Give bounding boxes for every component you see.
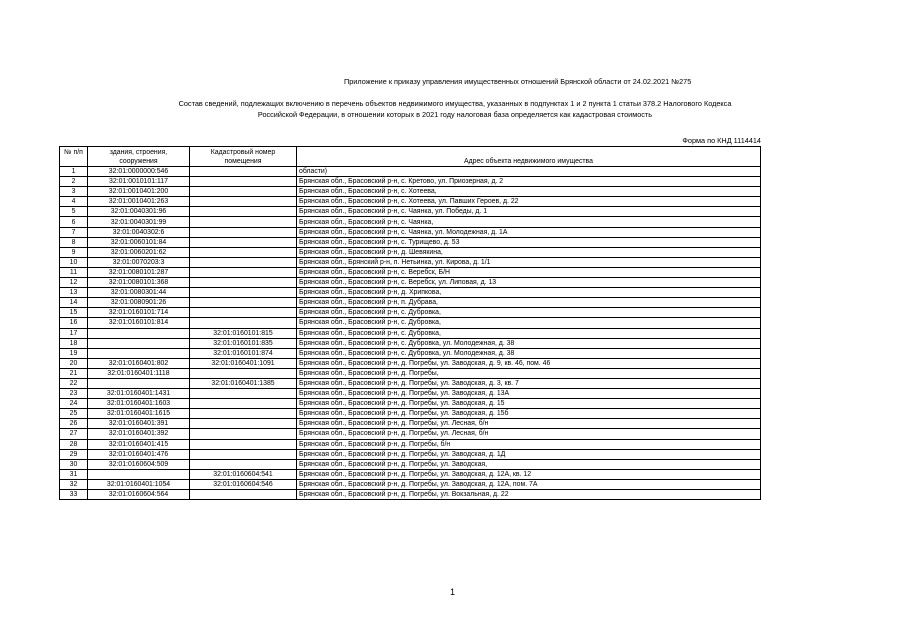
cadastral-number: 32:01:0040301:96 (88, 207, 190, 217)
table-row (60, 409, 761, 419)
address: Брянская обл., Брасовский р-н, д. Погребы, ул. Лесная, б/н (297, 419, 761, 429)
row-number: 26 (60, 419, 88, 429)
premises-number (190, 439, 297, 449)
table-row (60, 389, 761, 399)
premises-number (190, 308, 297, 318)
premises-number (190, 247, 297, 257)
row-number: 14 (60, 298, 88, 308)
document-title (70, 99, 840, 120)
cadastral-number: 32:01:0160604:564 (88, 490, 190, 500)
premises-number (190, 197, 297, 207)
table-row (60, 490, 761, 500)
address: Брянская обл., Брасовский р-н, д. Погребы, ул. Заводская, д. 15 (297, 399, 761, 409)
premises-number (190, 217, 297, 227)
address: Брянская обл., Брасовский р-н, д. Хрипкова, (297, 288, 761, 298)
table-row (60, 177, 761, 187)
address: Брянская обл., Брасовский р-н, с. Чаянка, (297, 217, 761, 227)
address: Брянская обл., Брасовский р-н, с. Турищево, д. 53 (297, 237, 761, 247)
row-number: 8 (60, 237, 88, 247)
premises-number (190, 419, 297, 429)
cadastral-number: 32:01:0080101:287 (88, 267, 190, 277)
address: Брянская обл., Брасовский р-н, п. Дубрава, (297, 298, 761, 308)
row-number: 5 (60, 207, 88, 217)
row-number: 27 (60, 429, 88, 439)
cadastral-number: 32:01:0000000:546 (88, 167, 190, 177)
cadastral-number: 32:01:0160401:1054 (88, 479, 190, 489)
table-row (60, 328, 761, 338)
row-number: 3 (60, 187, 88, 197)
address: Брянская обл., Брасовский р-н, д. Шевякина, (297, 247, 761, 257)
table-row (60, 267, 761, 277)
address: Брянская обл., Брасовский р-н, д. Погребы, ул. Лесная, б/н (297, 429, 761, 439)
cadastral-number (88, 348, 190, 358)
table-row (60, 217, 761, 227)
address: Брянская обл., Брасовский р-н, с. Веребск, ул. Липовая, д. 13 (297, 278, 761, 288)
row-number: 21 (60, 368, 88, 378)
cadastral-number: 32:01:0080901:26 (88, 298, 190, 308)
row-number: 2 (60, 177, 88, 187)
premises-number (190, 227, 297, 237)
address: Брянская обл., Брасовский р-н, д. Погребы, ул. Заводская, д. 12А, кв. 12 (297, 469, 761, 479)
row-number: 11 (60, 267, 88, 277)
table-row (60, 348, 761, 358)
table-row (60, 197, 761, 207)
row-number: 29 (60, 449, 88, 459)
premises-number (190, 318, 297, 328)
header-cadastral: здания, строения, сооружения (88, 147, 190, 167)
row-number: 10 (60, 257, 88, 267)
appendix-line: Приложение к приказу управления имущественных отношений Брянской области от 24.02.2021 №275 (344, 77, 692, 86)
address: Брянская обл., Брасовский р-н, д. Погребы, б/н (297, 439, 761, 449)
table-row (60, 288, 761, 298)
table-row (60, 167, 761, 177)
premises-number (190, 278, 297, 288)
cadastral-number: 32:01:0160401:1603 (88, 399, 190, 409)
cadastral-number: 32:01:0010401:200 (88, 187, 190, 197)
row-number: 7 (60, 227, 88, 237)
premises-number (190, 298, 297, 308)
table-row (60, 459, 761, 469)
premises-number (190, 389, 297, 399)
row-number: 33 (60, 490, 88, 500)
address: Брянская обл., Брасовский р-н, с. Чаянка, ул. Победы, д. 1 (297, 207, 761, 217)
row-number: 13 (60, 288, 88, 298)
row-number: 23 (60, 389, 88, 399)
row-number: 28 (60, 439, 88, 449)
address: Брянская обл., Брасовский р-н, д. Погребы, ул. Заводская, д. 12А, пом. 7А (297, 479, 761, 489)
address: Брянская обл., Брасовский р-н, с. Дубровка, (297, 318, 761, 328)
premises-number (190, 267, 297, 277)
address: Брянская обл., Брасовский р-н, с. Дубровка, ул. Молодежная, д. 38 (297, 348, 761, 358)
address: Брянская обл., Брасовский р-н, д. Погребы, (297, 368, 761, 378)
row-number: 31 (60, 469, 88, 479)
cadastral-number: 32:01:0060101:84 (88, 237, 190, 247)
title-line-1: Состав сведений, подлежащих включению в перечень объектов недвижимого имущества, указанных в подпунктах 1 и 2 пункта 1 статьи 378.2 Налогового Кодекса (178, 99, 732, 108)
premises-number (190, 207, 297, 217)
row-number: 19 (60, 348, 88, 358)
row-number: 12 (60, 278, 88, 288)
row-number: 22 (60, 378, 88, 388)
address: Брянская обл., Брасовский р-н, д. Погребы, ул. Заводская, д. 3, кв. 7 (297, 378, 761, 388)
cadastral-number (88, 328, 190, 338)
cadastral-number (88, 469, 190, 479)
premises-number (190, 257, 297, 267)
table-row (60, 237, 761, 247)
cadastral-number: 32:01:0160401:415 (88, 439, 190, 449)
table-row (60, 338, 761, 348)
address: Брянская обл., Брасовский р-н, д. Погребы, ул. Заводская, д. 15б (297, 409, 761, 419)
premises-number (190, 429, 297, 439)
address: Брянская обл., Брасовский р-н, с. Хотеева, (297, 187, 761, 197)
title-line-2: Российской Федерации, в отношении которых в 2021 году налоговая база определяется как кадастровая стоимость (257, 109, 653, 119)
address: Брянская обл., Брасовский р-н, д. Погребы, ул. Заводская, д. 1Д (297, 449, 761, 459)
address: Брянская обл., Брасовский р-н, с. Дубровка, (297, 328, 761, 338)
table-row (60, 298, 761, 308)
page-number: 1 (449, 587, 455, 597)
row-number: 9 (60, 247, 88, 257)
table-row (60, 227, 761, 237)
row-number: 24 (60, 399, 88, 409)
cadastral-number: 32:01:0080301:44 (88, 288, 190, 298)
table-header-row (60, 147, 761, 167)
table-row (60, 187, 761, 197)
cadastral-number: 32:01:0160401:1431 (88, 389, 190, 399)
address: Брянская обл., Брасовский р-н, д. Погребы, ул. Заводская, д. 13А (297, 389, 761, 399)
address: Брянская обл., Брасовский р-н, с. Чаянка, ул. Молодежная, д. 1А (297, 227, 761, 237)
table-row (60, 479, 761, 489)
cadastral-number: 32:01:0160401:802 (88, 358, 190, 368)
cadastral-number: 32:01:0160401:1615 (88, 409, 190, 419)
cadastral-number: 32:01:0010401:263 (88, 197, 190, 207)
row-number: 1 (60, 167, 88, 177)
cadastral-number (88, 378, 190, 388)
row-number: 17 (60, 328, 88, 338)
premises-number (190, 409, 297, 419)
table-row (60, 429, 761, 439)
premises-number (190, 399, 297, 409)
table-row (60, 318, 761, 328)
cadastral-number: 32:01:0040302:6 (88, 227, 190, 237)
premises-number (190, 177, 297, 187)
address: Брянская обл., Брасовский р-н, с. Веребск, Б/Н (297, 267, 761, 277)
table-row (60, 419, 761, 429)
premises-number: 32:01:0160101:874 (190, 348, 297, 358)
premises-number (190, 459, 297, 469)
cadastral-number: 32:01:0080101:368 (88, 278, 190, 288)
row-number: 6 (60, 217, 88, 227)
table-row (60, 308, 761, 318)
cadastral-number: 32:01:0060201:62 (88, 247, 190, 257)
table-row (60, 207, 761, 217)
table-row (60, 257, 761, 267)
cadastral-number: 32:01:0160401:392 (88, 429, 190, 439)
address: Брянская обл., Брасовский р-н, с. Хотеева, ул. Павших Героев, д. 22 (297, 197, 761, 207)
premises-number (190, 490, 297, 500)
table-row (60, 399, 761, 409)
table-row (60, 439, 761, 449)
table-row (60, 449, 761, 459)
cadastral-number: 32:01:0160401:476 (88, 449, 190, 459)
address: Брянская обл., Брасовский р-н, д. Погребы, ул. Вокзальная, д. 22 (297, 490, 761, 500)
cadastral-number (88, 338, 190, 348)
row-number: 4 (60, 197, 88, 207)
premises-number (190, 237, 297, 247)
table-row (60, 469, 761, 479)
cadastral-number: 32:01:0070203:3 (88, 257, 190, 267)
row-number: 30 (60, 459, 88, 469)
premises-number: 32:01:0160401:1385 (190, 378, 297, 388)
cadastral-number: 32:01:0160101:714 (88, 308, 190, 318)
row-number: 32 (60, 479, 88, 489)
address: Брянская обл., Брасовский р-н, д. Погребы, ул. Заводская, д. 9, кв. 46, пом. 46 (297, 358, 761, 368)
premises-number (190, 167, 297, 177)
cadastral-number: 32:01:0160401:391 (88, 419, 190, 429)
premises-number: 32:01:0160101:815 (190, 328, 297, 338)
header-num: № п/п (60, 147, 88, 167)
row-number: 15 (60, 308, 88, 318)
header-premises: Кадастровый номер помещения (190, 147, 297, 167)
table-row (60, 368, 761, 378)
premises-number: 32:01:0160604:546 (190, 479, 297, 489)
cadastral-number: 32:01:0040301:99 (88, 217, 190, 227)
address: Брянская обл., Брасовский р-н, с. Кретово, ул. Приозерная, д. 2 (297, 177, 761, 187)
table-row (60, 378, 761, 388)
row-number: 16 (60, 318, 88, 328)
address: области) (297, 167, 761, 177)
address: Брянская обл., Брасовский р-н, д. Погребы, ул. Заводская, (297, 459, 761, 469)
table-row (60, 247, 761, 257)
row-number: 25 (60, 409, 88, 419)
table-row (60, 358, 761, 368)
form-code: Форма по КНД 1114414 (682, 136, 761, 145)
cadastral-number: 32:01:0010101:117 (88, 177, 190, 187)
premises-number (190, 187, 297, 197)
address: Брянская обл., Брасовский р-н, с. Дубровка, ул. Молодежная, д. 38 (297, 338, 761, 348)
row-number: 18 (60, 338, 88, 348)
cadastral-number: 32:01:0160101:814 (88, 318, 190, 328)
header-address: Адрес объекта недвижимого имущества (297, 147, 761, 167)
premises-number (190, 368, 297, 378)
premises-number: 32:01:0160604:541 (190, 469, 297, 479)
premises-number: 32:01:0160101:835 (190, 338, 297, 348)
premises-number (190, 449, 297, 459)
cadastral-number: 32:01:0160401:1118 (88, 368, 190, 378)
address: Брянская обл., Брянский р-н, п. Нетьинка, ул. Кирова, д. 1/1 (297, 257, 761, 267)
premises-number (190, 288, 297, 298)
property-table (59, 146, 761, 500)
cadastral-number: 32:01:0160604:509 (88, 459, 190, 469)
address: Брянская обл., Брасовский р-н, с. Дубровка, (297, 308, 761, 318)
row-number: 20 (60, 358, 88, 368)
table-row (60, 278, 761, 288)
premises-number: 32:01:0160401:1091 (190, 358, 297, 368)
